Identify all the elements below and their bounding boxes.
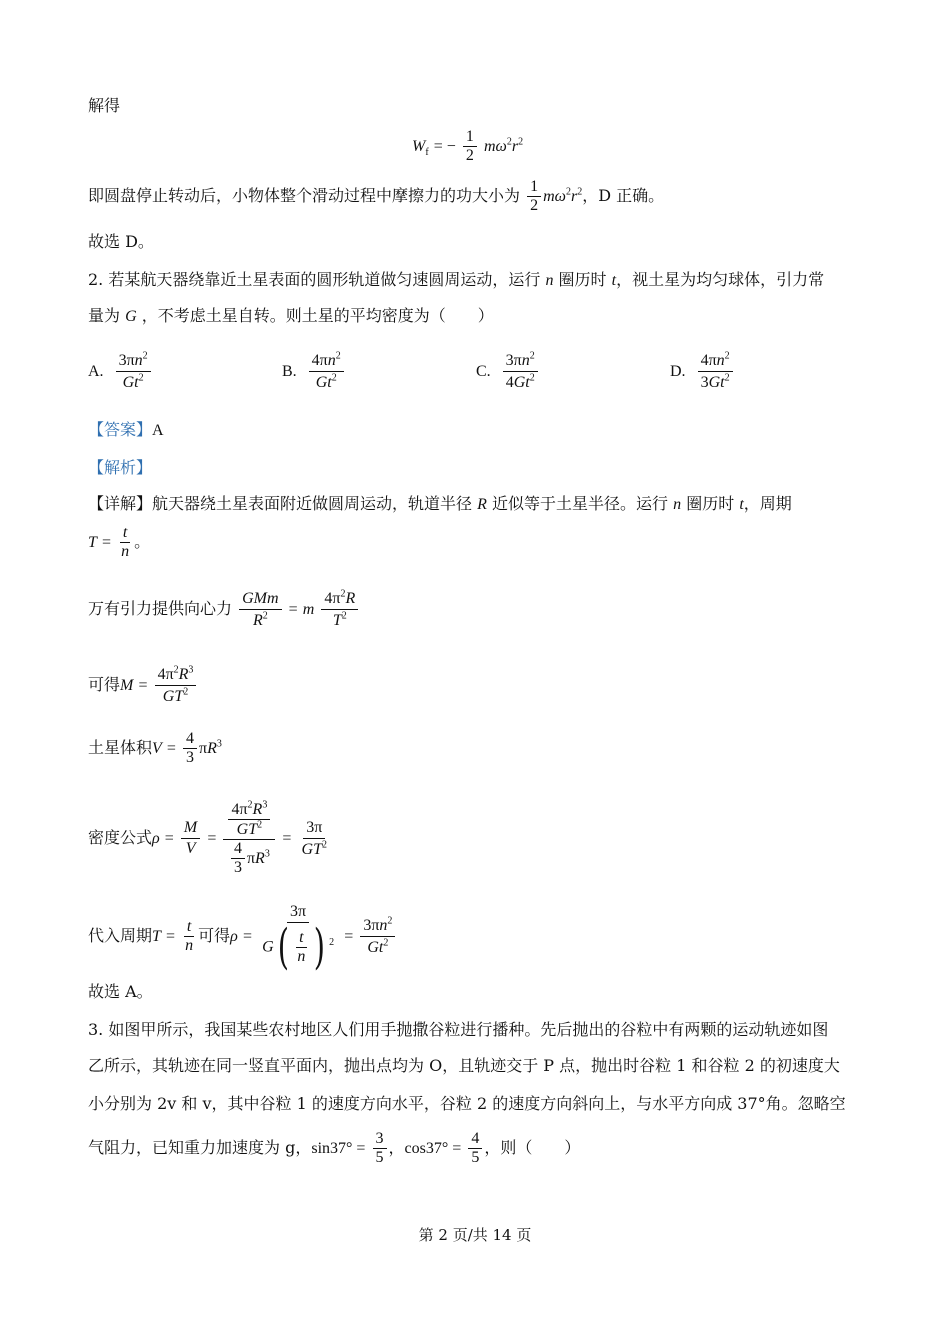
- q2-option-c[interactable]: C. $\frac{3\pi n^2}{4Gt^2}$: [476, 350, 540, 393]
- substitution-formula: 代入周期T = $\frac{t}{n}$ 可得ρ = 3π G( $\frac{t}{n}$ ) $^2$ = $\frac{3\pi n^2}{Gt^2}$: [88, 902, 397, 971]
- q2-option-a[interactable]: A. $\frac{3\pi n^2}{Gt^2}$: [88, 350, 153, 393]
- q2-option-d[interactable]: D. $\frac{4\pi n^2}{3Gt^2}$: [670, 350, 735, 393]
- solve-label: 解得: [88, 96, 121, 115]
- work-formula: $W_f$ = − $\frac{1}{2}$ $m\omega^2r^2$: [412, 128, 524, 164]
- q2-stem-line2: 量为 G ，不考虑土星自转。则土星的平均密度为（ ）: [88, 306, 494, 325]
- page-footer: 第 2 页/共 14 页: [418, 1226, 532, 1244]
- q3-line2: 乙所示，其轨迹在同一竖直平面内，抛出点均为 O，且轨迹交于 P 点，抛出时谷粒 1 和谷粒 2 的初速度大: [88, 1056, 840, 1075]
- conclusion-d: 故选 D。: [88, 232, 154, 251]
- density-formula: 密度公式ρ = $\frac{M}{V}$ = $\frac{4\pi^2R^3}{GT^2}$ $\frac{4}{3}$ $\pi R^3$ = $\frac{3\pi}{GT^2}$: [88, 799, 327, 876]
- q3-line3: 小分别为 2v 和 v，其中谷粒 1 的速度方向水平，谷粒 2 的速度方向斜向上，与水平方向成 37°角。忽略空: [88, 1094, 846, 1113]
- q2-stem-line1: 2. 若某航天器绕靠近土星表面的圆形轨道做匀速圆周运动，运行 n 圈历时 t，视土星为均匀球体，引力常: [88, 270, 825, 289]
- volume-formula: 土星体积V = $\frac{4}{3}$ $\pi R^3$: [88, 730, 222, 766]
- conclusion-a: 故选 A。: [88, 982, 153, 1001]
- gravity-formula: 万有引力提供向心力 $\frac{\text{GMm}}{R^2}$ = m $\frac{4\pi^2R}{T^2}$: [88, 588, 360, 631]
- mass-formula: 可得M = $\frac{4\pi^2R^3}{GT^2}$: [88, 664, 198, 707]
- period-formula: T = $\frac{t}{n}$ 。: [88, 524, 151, 560]
- q3-line1: 3. 如图甲所示，我国某些农村地区人们用手抛撒谷粒进行播种。先后抛出的谷粒中有两颗的运动轨迹如图: [88, 1020, 829, 1039]
- q2-detail-line: 【详解】航天器绕土星表面附近做圆周运动，轨道半径 R 近似等于土星半径。运行 n 圈历时 t，周期: [88, 494, 792, 513]
- q2-analysis-tag: 【解析】: [88, 458, 153, 477]
- q2-answer: 【答案】A: [88, 420, 164, 439]
- friction-work-line: 即圆盘停止转动后，小物体整个滑动过程中摩擦力的功大小为 $\frac{1}{2}$ $m\omega^2r^2$，D 正确。: [88, 178, 665, 214]
- q2-option-b[interactable]: B. $\frac{4\pi n^2}{Gt^2}$: [282, 350, 346, 393]
- q3-line4: 气阻力，已知重力加速度为 g，sin37° = $\frac{3}{5}$ ，cos37° = $\frac{4}{5}$ ，则（ ）: [88, 1130, 581, 1166]
